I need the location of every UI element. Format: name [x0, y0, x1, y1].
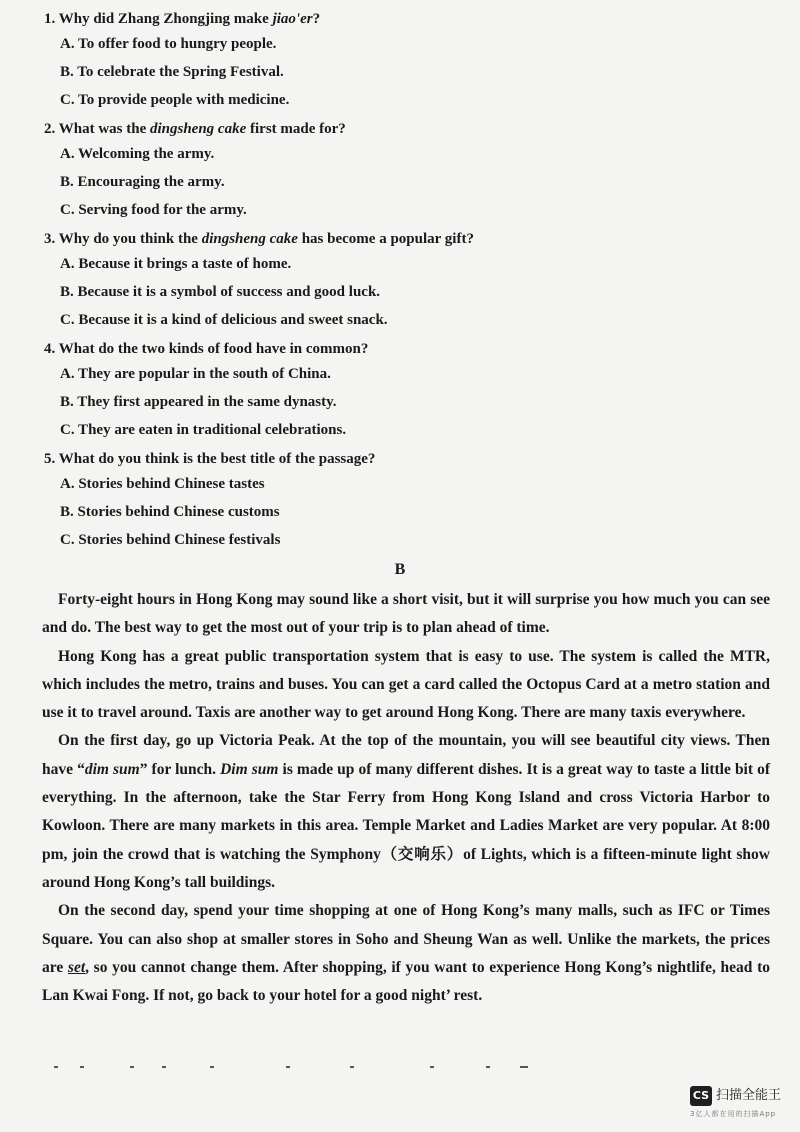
stem-text: first made for? — [246, 121, 346, 137]
answer-option: A. They are popular in the south of China. — [60, 366, 331, 382]
scanner-app-watermark — [690, 1084, 790, 1124]
passage-paragraph-4 — [42, 897, 770, 1010]
underlined-term: set — [67, 958, 86, 976]
question-5 — [44, 448, 764, 554]
answer-option: B. Encouraging the army. — [60, 174, 225, 190]
answer-option: B. They first appeared in the same dynasty. — [60, 394, 337, 410]
stem-text: has become a popular gift? — [297, 231, 474, 247]
italic-term: dingsheng cake — [149, 121, 247, 137]
paragraph-text: On the second day, spend your time shopping at one of Hong Kong’s many malls, such as IFC or Times Square. You can also shop at smaller stores in Soho and Sheung Wan as well. Unlike the markets, the prices are — [42, 902, 770, 976]
italic-term: dingsheng cake — [201, 231, 298, 247]
question-stem — [44, 118, 764, 140]
answer-option: C. Stories behind Chinese festivals — [60, 532, 281, 548]
reading-passage — [42, 586, 770, 1010]
cut-off-text-line — [50, 1064, 550, 1070]
camscanner-logo-icon: CS — [690, 1086, 712, 1106]
paragraph-text: is made up of many different dishes. It is a great way to taste a little bit of everything. In the afternoon, take the Star Ferry from Hong Kong Island and cross Victoria Harbor to Kowloon. There are many markets in this area. Temple Market and Ladies Market are very popular. At 8:00 pm, join the crowd that is watching the Symphony（交响乐）of Lights, which is a fifteen-minute light show around Hong Kong’s tall buildings. — [42, 760, 771, 891]
paragraph-text: On the first day, go up Victoria Peak. At the top of the mountain, you will see beautiful city views. Then have “ — [42, 732, 770, 778]
stem-text: 5. What do you think is the best title of the passage? — [44, 451, 376, 467]
stem-text: 2. What was the — [44, 121, 150, 137]
italic-term: dim sum — [84, 760, 140, 778]
section-heading: B — [394, 561, 406, 578]
watermark-app-name: 扫描全能王 — [716, 1088, 782, 1103]
answer-option: A. Welcoming the army. — [60, 146, 215, 162]
italic-term: jiao'er — [272, 11, 313, 27]
answer-option: B. To celebrate the Spring Festival. — [60, 64, 284, 80]
question-1 — [44, 8, 764, 114]
answer-option: B. Stories behind Chinese customs — [60, 504, 280, 520]
paragraph-text: , so you cannot change them. After shopping, if you want to experience Hong Kong’s nightlife, head to Lan Kwai Fong. If not, go back to your hotel for a good night’ rest. — [42, 958, 770, 1005]
answer-option: C. They are eaten in traditional celebrations. — [60, 422, 347, 438]
answer-option: A. Because it brings a taste of home. — [60, 256, 292, 272]
answer-option: C. Because it is a kind of delicious and sweet snack. — [60, 312, 388, 328]
answer-option: C. To provide people with medicine. — [60, 92, 290, 108]
question-2 — [44, 118, 764, 224]
answer-option: A. To offer food to hungry people. — [60, 36, 277, 52]
passage-paragraph-1: Forty-eight hours in Hong Kong may sound like a short visit, but it will surprise you how much you can see and do. The best way to get the most out of your trip is to plan ahead of time. — [42, 591, 770, 637]
passage-paragraph-2: Hong Kong has a great public transportation system that is easy to use. The system is called the MTR, which includes the metro, trains and buses. You can get a card called the Octopus Card at a metro station and use it to travel around. Taxis are another way to get around Hong Kong. There are many taxis everywhere. — [42, 647, 770, 722]
watermark-tagline: 3亿人都在用的扫描App — [690, 1110, 777, 1118]
stem-text: 3. Why do you think the — [44, 231, 202, 247]
question-list — [44, 4, 764, 554]
passage-paragraph-3 — [42, 727, 770, 897]
italic-term: Dim sum — [220, 760, 279, 778]
paragraph-text: ” for lunch. — [139, 760, 221, 778]
answer-option: C. Serving food for the army. — [60, 202, 247, 218]
stem-text: 4. What do the two kinds of food have in common? — [44, 341, 369, 357]
stem-text: 1. Why did Zhang Zhongjing make — [44, 11, 273, 27]
question-3 — [44, 228, 764, 334]
question-stem — [44, 228, 764, 250]
question-stem — [44, 8, 764, 30]
question-stem — [44, 338, 764, 360]
stem-text: ? — [312, 11, 321, 27]
question-4 — [44, 338, 764, 444]
answer-option: B. Because it is a symbol of success and good luck. — [60, 284, 381, 300]
answer-option: A. Stories behind Chinese tastes — [60, 476, 265, 492]
question-stem — [44, 448, 764, 470]
